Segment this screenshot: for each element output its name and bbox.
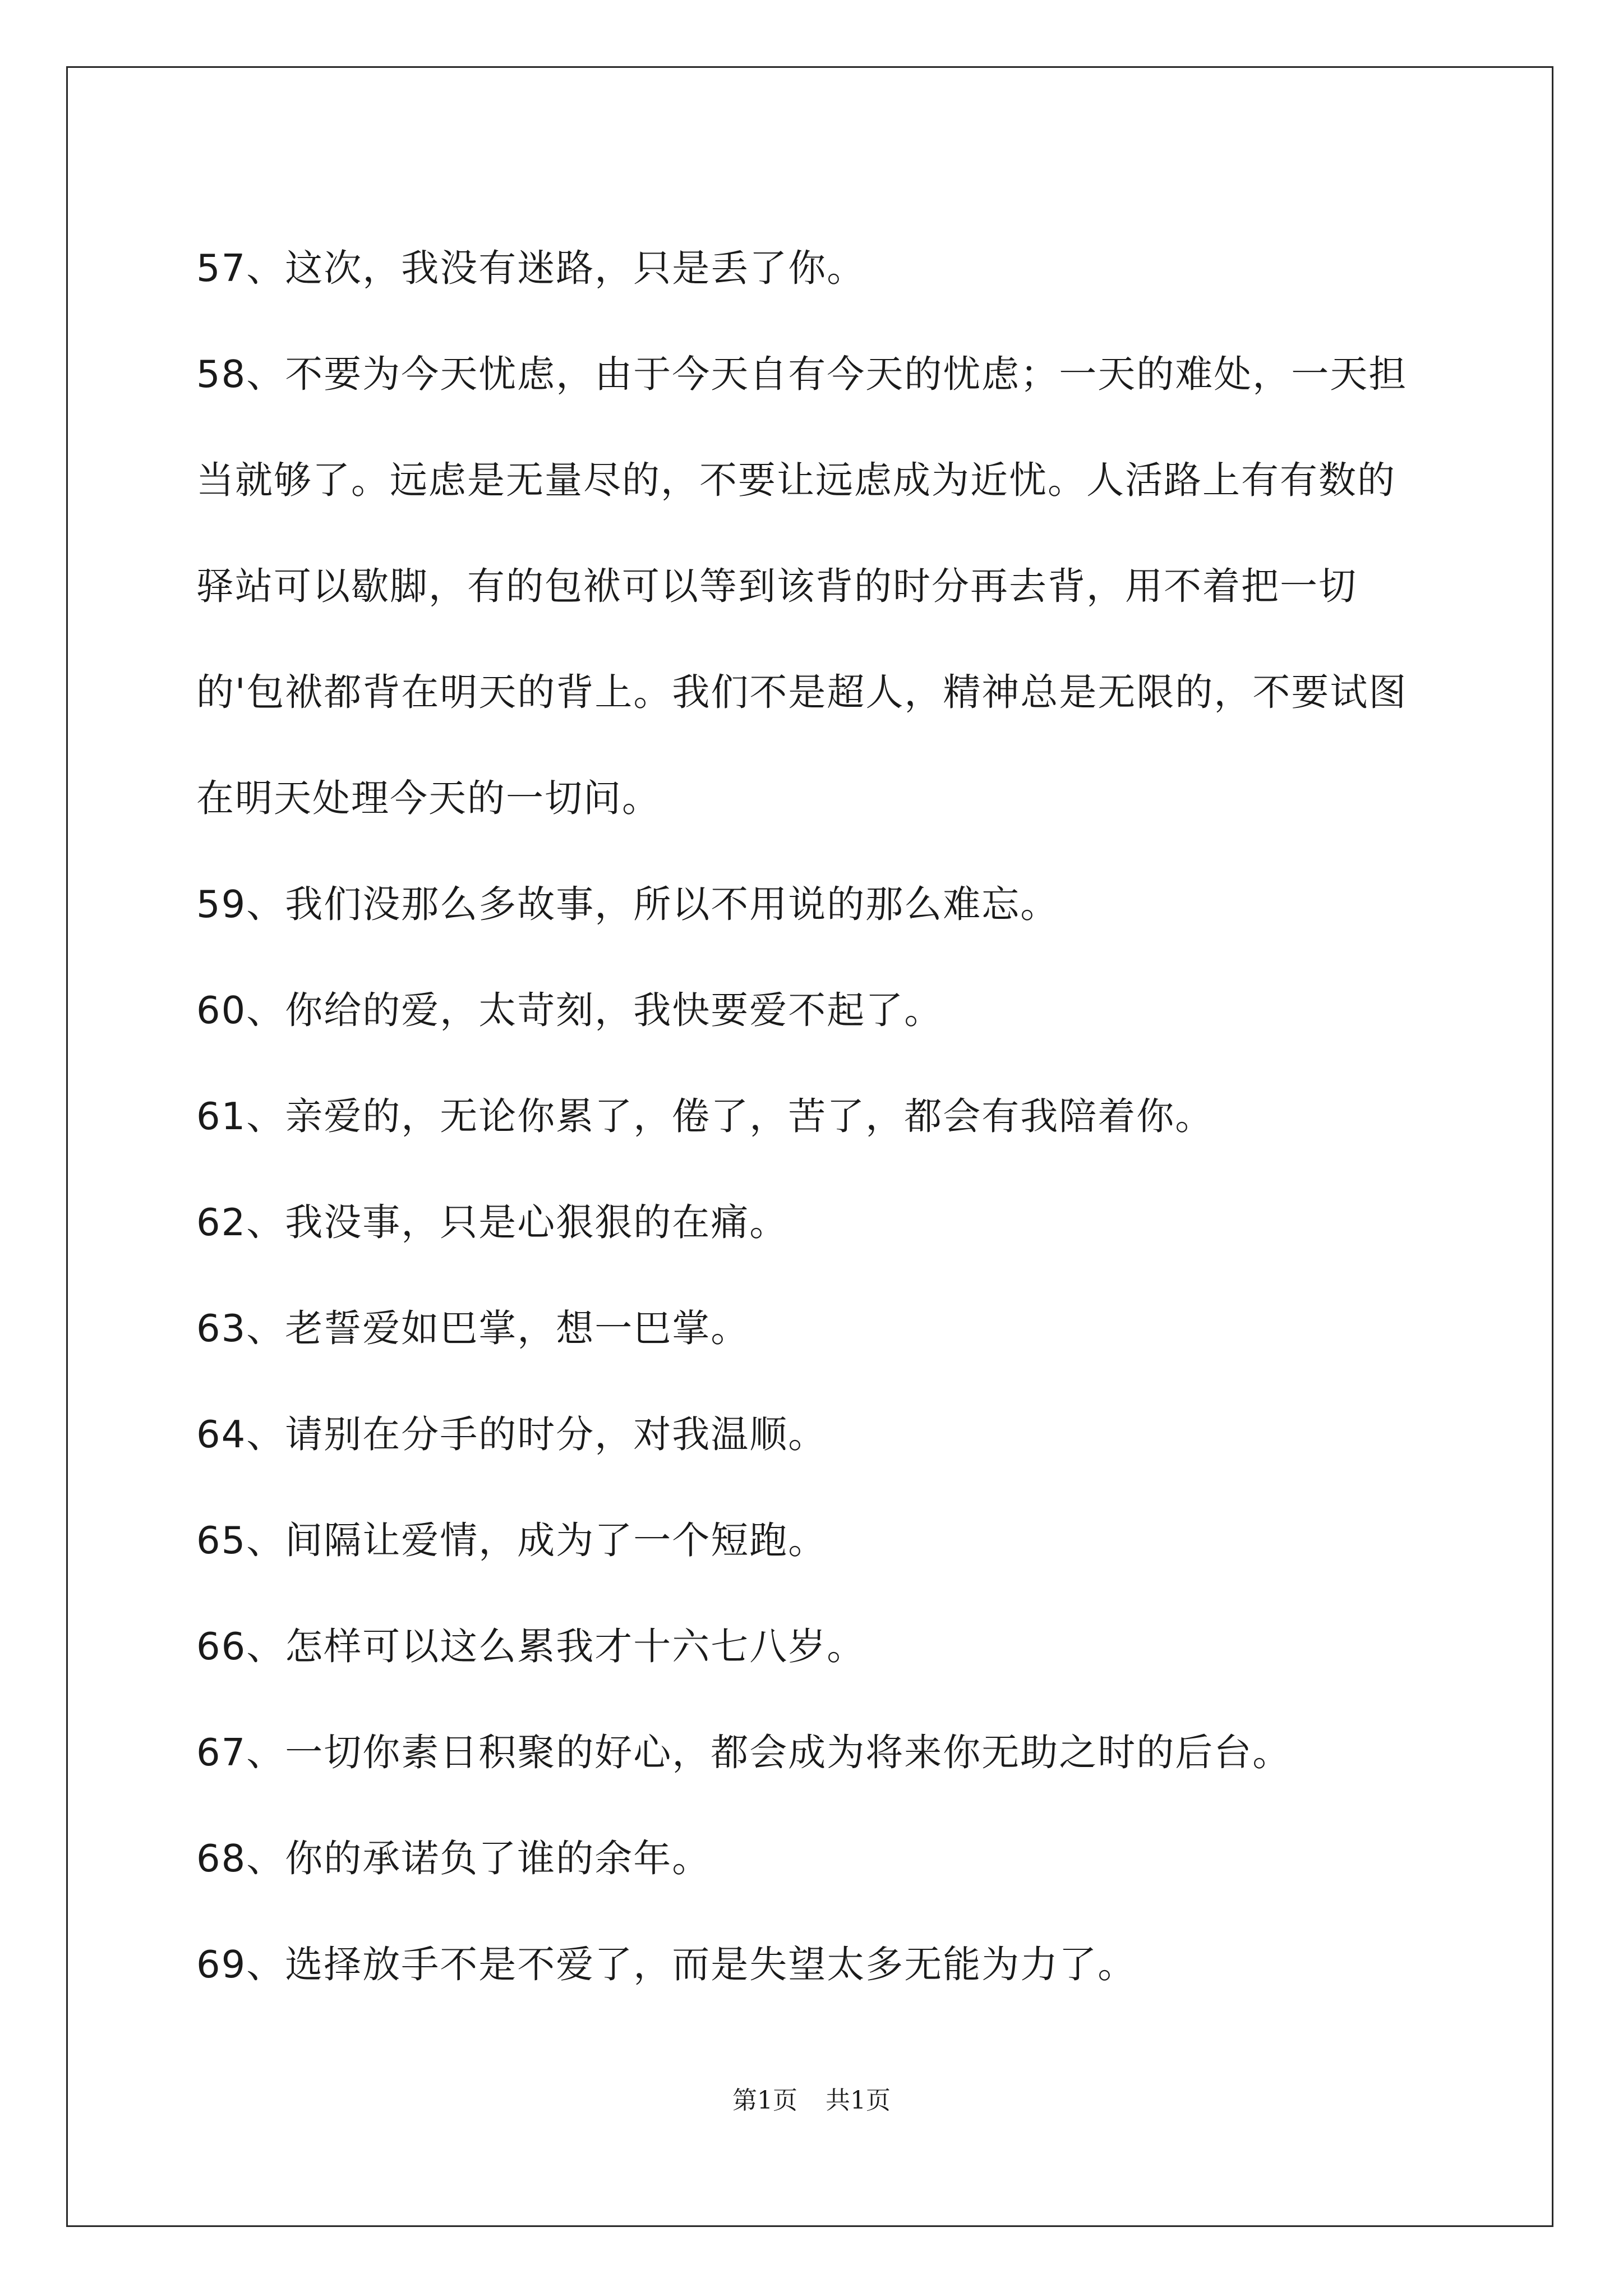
page-footer bbox=[0, 2080, 1623, 2116]
page-number-current: 第1页 bbox=[732, 2086, 797, 2115]
paragraph-60: 60、你给的爱，太苛刻，我快要爱不起了。 bbox=[196, 988, 943, 1032]
paragraph-66: 66、怎样可以这么累我才十六七八岁。 bbox=[196, 1625, 866, 1668]
paragraph-62: 62、我没事，只是心狠狠的在痛。 bbox=[196, 1200, 789, 1244]
paragraph-59: 59、我们没那么多故事，所以不用说的那么难忘。 bbox=[196, 882, 1059, 926]
paragraph-67: 67、一切你素日积聚的好心，都会成为将来你无助之时的后台。 bbox=[196, 1731, 1292, 1774]
document-body bbox=[196, 215, 1430, 2018]
paragraph-58: 58、不要为今天忧虑，由于今天自有今天的忧虑；一天的难处，一天担当就够了。远虑是无量尽的，不要让远虑成为近忧。人活路上有有数的驿站可以歇脚，有的包袱可以等到该背的时分再去背，用不着把一切的'包袱都背在明天的背上。我们不是超人，精神总是无限的，不要试图在明天处理今天的一切问。 bbox=[196, 352, 1408, 820]
page-number-total: 共1页 bbox=[826, 2086, 891, 2115]
paragraph-68: 68、你的承诺负了谁的余年。 bbox=[196, 1837, 711, 1880]
paragraph-57: 57、这次，我没有迷路，只是丢了你。 bbox=[196, 246, 866, 290]
paragraph-65: 65、间隔让爱情，成为了一个短跑。 bbox=[196, 1519, 827, 1562]
paragraph-63: 63、老誓爱如巴掌，想一巴掌。 bbox=[196, 1306, 750, 1350]
paragraph-69: 69、选择放手不是不爱了，而是失望太多无能为力了。 bbox=[196, 1943, 1137, 1986]
paragraph-61: 61、亲爱的，无论你累了，倦了，苦了，都会有我陪着你。 bbox=[196, 1094, 1214, 1138]
paragraph-64: 64、请别在分手的时分，对我温顺。 bbox=[196, 1412, 827, 1456]
